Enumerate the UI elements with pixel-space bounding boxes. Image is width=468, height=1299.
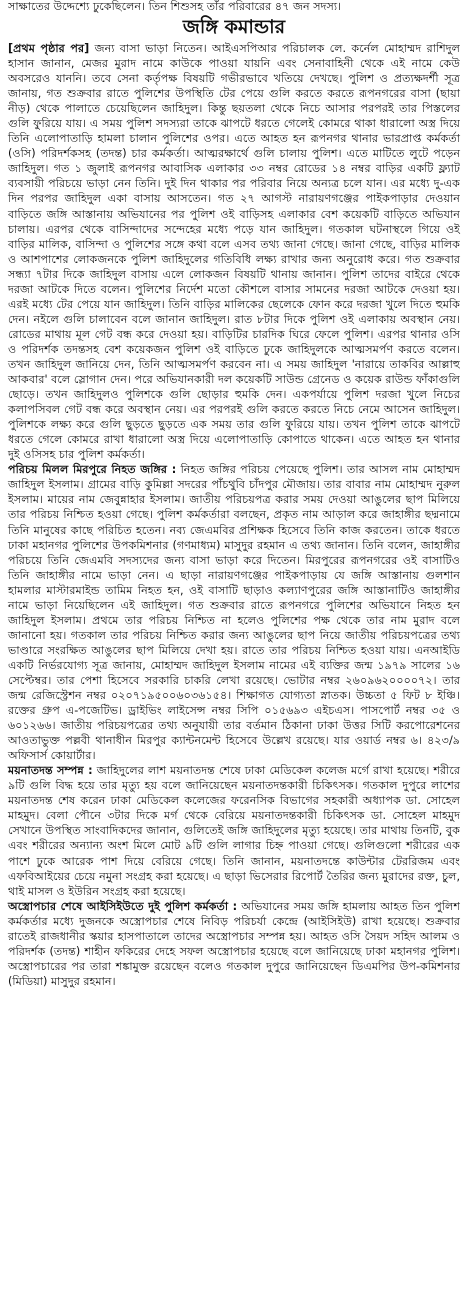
paragraph-text: অভিযানের সময় জঙ্গি হামলায় আহত তিন পুলিশ কর্মকর্তার মধ্যে দুজনকে অস্ত্রোপচার শেষে নিবিড় পরিচর্যা কেন্দ্রে (আইসিইউ) রাখা হয়েছে। শুক্রবার রাতেই রাজধানীর স্কয়ার হাসপাতালে তাদের অস্ত্রোপচার সম্পন্ন হয়। আহত ওসি সৈয়দ সহিদ আলম ও পরিদর্শক (তদন্ত) শাহীন ফকিরের দেহে সফল অস্ত্রোপচার হয়েছে বলে জানিয়েছে ঢাকা মহানগর পুলিশ। অস্ত্রোপচারের পর তারা শঙ্কামুক্ত রয়েছেন বলেও গতকাল দুপুরে জানিয়েছেন ডিএমপির উপ-কমিশনার (মিডিয়া) মাসুদুর রহমান।: [8, 899, 461, 988]
article-paragraph: [8, 763, 460, 898]
article-paragraph: [8, 462, 460, 763]
paragraph-subhead: ময়নাতদন্ত সম্পন্ন :: [8, 764, 93, 778]
article-headline: জঙ্গি কমান্ডার: [182, 16, 286, 38]
article-body: [8, 41, 460, 989]
paragraph-subhead: অস্ত্রোপচার শেষে আইসিইউতে দুই পুলিশ কর্মকর্তা :: [8, 899, 238, 913]
paragraph-subhead: পরিচয় মিলল মিরপুরে নিহত জঙ্গির :: [8, 463, 177, 477]
paragraph-subhead: [প্রথম পৃষ্ঠার পর]: [8, 42, 90, 55]
continued-text-line: সাক্ষাতের উদ্দেশ্যে ঢুকেছিলেন। তিন শিশুসহ তাঁর পরিবারের ৪৭ জন সদস্য।: [8, 0, 342, 13]
paragraph-text: জন্য বাসা ভাড়া নিতেন। আইএসপিআর পরিচালক লে. কর্নেল মোহাম্মদ রাশিদুল হাসান জানান, মেজর মুরাদ নামে কাউকে পাওয়া যায়নি এবং সেনাবাহিনী থেকে এই নামে কেউ অবসরেও যাননি। তবে সেনা কর্তৃপক্ষ বিষয়টি গভীরভাবে খতিয়ে দেখছে। পুলিশ ও প্রত্যক্ষদর্শী সূত্র জানায়, গত শুক্রবার রাতে পুলিশের উপস্থিতি টের পেয়ে গুলি করতে করতে রূপনগরের বাসা (ছায়া নীড়) থেকে পালাতে চেয়েছিলেন জাহিদুল। কিন্তু ছয়তলা থেকে নিচে আসার পরপরই তার পিস্তলের গুলি ফুরিয়ে যায়। এ সময় পুলিশ সদস্যরা তাকে ঝাপটে ধরতে গেলেই কোমরে থাকা ধারালো অস্ত্র দিয়ে তিনি এলোপাতাড়ি হামলা চালান পুলিশের ওপর। এতে আহত হন রূপনগর থানার ভারপ্রাপ্ত কর্মকর্তা (ওসি) পরিদর্শকসহ (তদন্ত) চার কর্মকর্তা। আত্মরক্ষার্থে গুলি চালায় পুলিশ। এতে মাটিতে লুটে পড়েন জাহিদুল। গত ১ জুলাই রূপনগর আবাসিক এলাকার ৩৩ নম্বর রোডের ১৪ নম্বর বাড়ির একটি ফ্ল্যাট ব্যবসায়ী পরিচয়ে ভাড়া নেন তিনি। দুই দিন থাকার পর পরিবার নিয়ে অন্যত্র চলে যান। এর মধ্যে দু-এক দিন পরপর জাহিদুল একা বাসায় আসতেন। গত ২৭ আগস্ট নারায়ণগঞ্জের পাইকপাড়ার দেওয়ান বাড়িতে জঙ্গি আস্তানায় অভিযানের পর পুলিশ ওই বাড়িসহ এলাকার বেশ কয়েকটি বাড়িতে অভিযান চালায়। এরপর থেকে বাসিন্দাদের সন্দেহের মধ্যে পড়ে যান জাহিদুল। গতকাল ঘটনাস্থলে গিয়ে ওই বাড়ির মালিক, বাসিন্দা ও পুলিশের সঙ্গে কথা বলে এসব তথ্য জানা গেছে। জানা গেছে, বাড়ির মালিক ও আশপাশের লোকজনকে পুলিশ জাহিদুলের গতিবিধি লক্ষ্য রাখার জন্য অনুরোধ করে। গত শুক্রবার সন্ধ্যা ৭টার দিকে জাহিদুল বাসায় এলে লোকজন বিষয়টি থানায় জানান। পুলিশ তাদের বাইরে থেকে দরজা আটকে দিতে বলেন। পুলিশের নির্দেশ মতো কৌশলে বাসার সামনের দরজা আটকে দেওয়া হয়। এরই মধ্যে টের পেয়ে যান জাহিদুল। তিনি বাড়ির মালিকের ছেলেকে ফোন করে দরজা খুলে দিতে হুমকি দেন। নইলে গুলি চালাবেন বলে জানান জাহিদুল। রাত ৮টার দিকে পুলিশ ওই এলাকায় অবস্থান নেয়। রোডের মাথায় মূল গেট বন্ধ করে দেওয়া হয়। বাড়িটির চারদিক ঘিরে ফেলে পুলিশ। এরপর থানার ওসি ও পরিদর্শক তদন্তসহ বেশ কয়েকজন পুলিশ ওই বাড়িতে ঢুকে জাহিদুলকে আত্মসমর্পণ করতে বলেন। তখন জাহিদুল জানিয়ে দেন, তিনি আত্মসমর্পণ করবেন না। এ সময় জাহিদুল 'নারায়ে তাকবির আল্লাহু আকবার' বলে স্লোগান দেন। পরে অভিযানকারী দল কয়েকটি সাউন্ড গ্রেনেড ও কয়েক রাউন্ড ফাঁকাগুলি ছোড়ে। তখন জাহিদুলও পুলিশকে গুলি ছোড়ার হুমকি দেন। একপর্যায়ে পুলিশ দরজা খুলে নিচের কলাপসিবল গেট বন্ধ করে অবস্থান নেয়। এর পরপরই গুলি করতে করতে নিচে নেমে আসেন জাহিদুল। পুলিশকে লক্ষ্য করে গুলি ছুড়তে ছুড়তে এক সময় তার গুলি ফুরিয়ে যায়। তখন পুলিশ তাকে ঝাপটে ধরতে গেলে কোমরে রাখা ধারালো অস্ত্র দিয়ে এলোপাতাড়ি কোপাতে থাকেন। এতে আহত হন থানার দুই ওসিসহ চার পুলিশ কর্মকর্তা।: [8, 42, 460, 462]
article-paragraph: [8, 899, 460, 989]
article-paragraph: [8, 41, 460, 462]
paragraph-text: নিহত জঙ্গির পরিচয় পেয়েছে পুলিশ। তার আসল নাম মোহাম্মদ জাহিদুল ইসলাম। গ্রামের বাড়ি কুমিল্লা সদরের পাঁচথুবি চাঁদপুর মৌজায়। তার বাবার নাম মোহাম্মদ নুরুল ইসলাম। মায়ের নাম জেবুন্নাহার ইসলাম। জাতীয় পরিচয়পত্র করার সময় দেওয়া আঙুলের ছাপ মিলিয়ে তার পরিচয় নিশ্চিত হওয়া গেছে। পুলিশ কর্মকর্তারা বলছেন, প্রকৃত নাম আড়াল করে জাহাঙ্গীর ছদ্মনামে তিনি মানুষের কাছে পরিচিত হতেন। নব্য জেএমবির প্রশিক্ষক হিসেবে তিনি কাজ করতেন। তাকে ধরতে ঢাকা মহানগর পুলিশের উপকমিশনার (গণমাধ্যম) মাসুদুর রহমান এ তথ্য জানান। তিনি বলেন, জাহাঙ্গীর পরিচয়ে তিনি জেএমবি সদস্যদের জন্য বাসা ভাড়া করে দিতেন। মিরপুরের রূপনগরের ওই বাসাটিও তিনি জাহাঙ্গীর নামে ভাড়া নেন। এ ছাড়া নারায়ণগঞ্জের পাইকপাড়ায় যে জঙ্গি আস্তানায় গুলশান হামলার মাস্টারমাইন্ড তামিম নিহত হন, ওই বাসাটি ছাড়াও কল্যাণপুরের জঙ্গি আস্তানাটিও জাহাঙ্গীর নামে ভাড়া নিয়েছিলেন এই জাহিদুল। গত শুক্রবার রাতে রূপনগরে পুলিশের অভিযানে নিহত হন জাহিদুল ইসলাম। প্রথমে তার পরিচয় নিশ্চিত না হলেও পুলিশের পক্ষ থেকে তার নাম মুরাদ বলে জানানো হয়। গতকাল তার পরিচয় নিশ্চিত করার জন্য আঙুলের ছাপ নিয়ে জাতীয় পরিচয়পত্রের তথ্য ভাণ্ডারে সংরক্ষিত আঙুলের ছাপ মিলিয়ে দেখা হয়। রাতে তার পরিচয় নিশ্চিত হওয়া যায়। এনআইডি একটি নির্ভরযোগ্য সূত্র জানায়, মোহাম্মদ জাহিদুল ইসলাম নামের এই ব্যক্তির জন্ম ১৯৭৯ সালের ১৬ সেপ্টেম্বর। তার পেশা হিসেবে সরকারি চাকরি লেখা রয়েছে। ভোটার নম্বর ২৬০৯৬২০০০০৭২। তার জন্ম রেজিস্ট্রেশন নম্বর ০২০৭১৯৫০০৬০৩৬১৫৪। শিক্ষাগত যোগ্যতা স্নাতক। উচ্চতা ৫ ফিট ৮ ইঞ্চি। রক্তের গ্রুপ এ-পজেটিভ। ড্রাইভিং লাইসেন্স নম্বর সিপি ০১৫৬৯৩ এইচএস। পাসপোর্ট নম্বর ৩৫ ও ৬০১২৬৬। জাতীয় পরিচয়পত্রের তথ্য অনুযায়ী তার বর্তমান ঠিকানা ঢাকা উত্তর সিটি করপোরেশনের আওতাভুক্ত পল্লবী থানাধীন মিরপুর ক্যান্টনমেন্ট হিসেবে উল্লেখ রয়েছে। যার ওয়ার্ড নম্বর ৬। ৪২৩/৯ অফিসার্স কোয়ার্টার।: [8, 463, 460, 763]
paragraph-text: জাহিদুলের লাশ ময়নাতদন্ত শেষে ঢাকা মেডিকেল কলেজ মর্গে রাখা হয়েছে। শরীরে ৯টি গুলি বিদ্ধ হয়ে তার মৃত্যু হয় বলে জানিয়েছেন ময়নাতদন্তকারী চিকিৎসক। গতকাল দুপুরে লাশের ময়নাতদন্ত শেষ করেন ঢাকা মেডিকেল কলেজের ফরেনসিক বিভাগের সহকারী অধ্যাপক ডা. সোহেল মাহমুদ। বেলা পৌনে ৩টার দিকে মর্গ থেকে বেরিয়ে ময়নাতদন্তকারী চিকিৎসক ডা. সোহেল মাহমুদ সেখানে উপস্থিত সাংবাদিকদের জানান, গুলিতেই জঙ্গি জাহিদুলের মৃত্যু হয়েছে। তার মাথায় তিনটি, বুক এবং শরীরের অন্যান্য অংশ মিলে মোট ৯টি গুলি লাগার চিহ্ন পাওয়া গেছে। গুলিগুলো শরীরের এক পাশে ঢুকে আরেক পাশ দিয়ে বেরিয়ে গেছে। তিনি জানান, ময়নাতদন্তে কাউন্টার টেররিজম এবং এফবিআইয়ের চেয়ে নমুনা সংগ্রহ করা হয়েছে। এ ছাড়া ভিসেরার রিপোর্ট তৈরির জন্য মুরাদের রক্ত, চুল, থাই মাসল ও ইউরিন সংগ্রহ করা হয়েছে।: [8, 764, 461, 898]
